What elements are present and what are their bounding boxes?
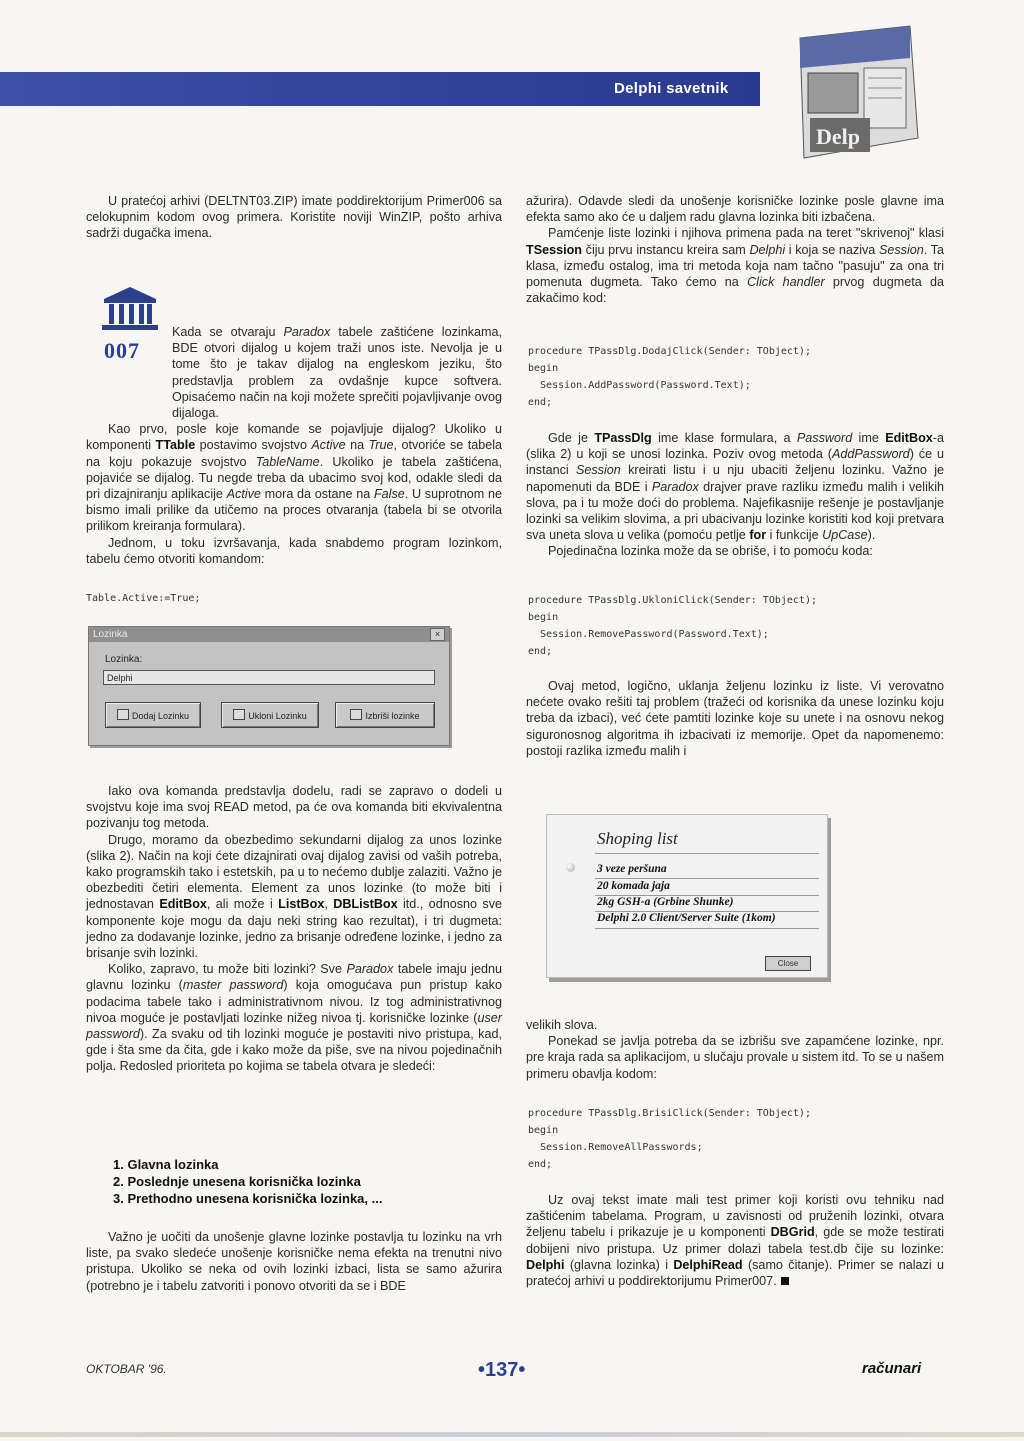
section-number: 007 xyxy=(104,338,140,363)
intro-paragraph: U pratećoj arhivi (DELTNT03.ZIP) imate poddirektorijum Primer006 sa celokupnim kodom ovog primera. Koristite noviji WinZIP, pošto arhiva sadrži dugačka imena. xyxy=(86,194,502,241)
magazine-logo: računari xyxy=(862,1360,922,1377)
remove-icon xyxy=(233,709,245,720)
clear-icon xyxy=(350,709,362,720)
list-item: Delphi 2.0 Client/Server Suite (1kom) xyxy=(597,912,776,924)
password-label: Lozinka: xyxy=(105,654,143,665)
section-title: Delphi savetnik xyxy=(614,80,729,97)
close-button[interactable]: Close xyxy=(765,956,811,971)
end-mark-icon xyxy=(781,1277,789,1285)
shopping-list-figure xyxy=(546,814,828,978)
list-item: 2. Poslednje unesena korisnička lozinka xyxy=(113,1174,361,1189)
right-body-3: Ovaj metod, logično, uklanja željenu lozinku iz liste. Vi verovatno nećete ovako rešiti taj problem (tražeći od korisnika da unese lozinku koju treba da izbaci), već ćete pamtiti lozinke koje su unete i na osnovu nekog siguronosnog algoritma ih izbacivati iz memorije. Opet da napomenemo: postoji razlika između malih i xyxy=(526,679,944,758)
right-body-5: Uz ovaj tekst imate mali test primer koji koristi ovu tehniku nad zaštićenim tabelama. Program, u zavisnosti od pruženih lozinki, otvara željenu tabelu i prikazuje je u komponenti DBGrid, gde se može testirati dobijeni nivo pristupa. Uz primer dolazi tabela test.db čije su lozinke: Delphi (glavna lozinka) i DelphiRead (samo čitanje). Primer se nalazi u pratećoj arhivi u poddirektorijumu Primer007. xyxy=(526,1193,944,1289)
delphi-box-illustration xyxy=(780,18,930,173)
password-input[interactable]: Delphi xyxy=(103,670,435,685)
list-item: 2kg GSH-a (Grbine Shunke) xyxy=(597,896,734,908)
priority-list xyxy=(113,1156,382,1207)
password-dialog xyxy=(88,626,450,746)
svg-text:Delp: Delp xyxy=(816,124,860,149)
list-item: 20 komada jaja xyxy=(597,880,670,892)
list-item: 3. Prethodno unesena korisnička lozinka, ... xyxy=(113,1191,383,1206)
code-remove-all-passwords: procedure TPassDlg.BrisiClick(Sender: TObject); begin Session.RemoveAllPasswords; end; xyxy=(528,1108,811,1170)
close-icon[interactable]: × xyxy=(430,628,445,641)
list-item: 3 veze peršuna xyxy=(597,863,667,875)
shopping-list-title: Shoping list xyxy=(597,829,678,848)
code-add-password: procedure TPassDlg.DodajClick(Sender: TObject); begin Session.AddPassword(Password.Text); end; xyxy=(528,346,811,408)
page-number: •137• xyxy=(478,1359,526,1381)
issue-date: OKTOBAR '96. xyxy=(86,1362,167,1376)
left-body-1: Kada se otvaraju Paradox tabele zaštićene lozinkama, BDE otvori dijalog u kojem traži unos iste. Nevolja je u tome što je takav dijalog na engleskom jeziku, što predstavlja problem za ovdašnje kupce softvera. Opisaćemo način na koji možete sprečiti pojavljivanje ovog dijaloga. Kao prvo, posle koje komande se pojavljuje dijalog? Ukoliko u komponenti TTable postavimo svojstvo Active na True, otvoriće se tabela na koju pokazuje svojstvo TableName. Ukoliko je tabela zaštićena, pojaviće se dijalog. Tu negde treba da ubacimo svoj kod, odakle sledi da pri dizajniranju aplikacije Active mora da ostane na False. U suprotnom ne bismo imali prilike da utičemo na proces otvaranja (tabela bi se otvorila prilikom kreiranja formulara). Jednom, u toku izvršavanja, kada snabdemo program lozinkom, tabelu ćemo otvoriti komandom: xyxy=(86,325,503,566)
dialog-title-bar: Lozinka × xyxy=(89,627,449,642)
bullet-icon xyxy=(566,863,575,872)
bottom-edge xyxy=(0,1432,1024,1437)
list-item: 1. Glavna lozinka xyxy=(113,1157,219,1172)
right-body-2: Gde je TPassDlg ime klase formulara, a Password ime EditBox-a (slika 2) u koji se unosi lozinka. Poziv ovog metoda (AddPassword) će u instanci Session kreirati listu i u nju ubaciti željenu lozinku. Važno je napomenuti da BDE i Paradox drajver prave razliku između malih i velikih slova, pa i tu može doći do problema. Najefikasnije rešenje je postavljanje lozinki sa velikim slovima, a pri ubacivanju lozinke koristiti kod koji pretvara sva uneta slova u velika (pomoću petlje for i funkcije UpCase). Pojedinačna lozinka može da se obriše, i to pomoću koda: xyxy=(526,431,945,559)
clear-passwords-button[interactable]: Izbriši lozinke xyxy=(335,702,435,728)
add-password-button[interactable]: Dodaj Lozinku xyxy=(105,702,201,728)
right-body-4: velikih slova. Ponekad se javlja potreba da se izbrišu sve zapamćene lozinke, npr. pre kraja rada sa aplikacijom, u slučaju provale u sistem itd. To se u našem primeru obavlja kodom: xyxy=(526,1018,944,1081)
code-table-active: Table.Active:=True; xyxy=(86,593,201,604)
code-remove-password: procedure TPassDlg.UkloniClick(Sender: TObject); begin Session.RemovePassword(Password.Text); end; xyxy=(528,595,817,657)
add-icon xyxy=(117,709,129,720)
left-body-2: Iako ova komanda predstavlja dodelu, radi se zapravo o dodeli u svojstvu koje ima svoj READ metod, pa će ova komanda biti ekvivalentna pozivanju tog metoda. Drugo, moramo da obezbedimo sekundarni dijalog za unos lozinke (slika 2). Način na koji ćete dizajnirati ovaj dijalog zavisi od vaših potreba, kako programskih tako i estetskih, pa u to nećemo dublje zalaziti. Važno je obezbediti četiri elementa. Element za unos lozinke (to može biti i jednostavan EditBox, ali može i ListBox, DBListBox itd., odnosno sve komponente koje mogu da daju neki string kao rezultat), i tri dugmeta: jedno za dodavanje lozinke, jedno za brisanje određene lozinke, i jedno za brisanje svih lozinki. Koliko, zapravo, tu može biti lozinki? Sve Paradox tabele imaju jednu glavnu lozinku (master password) koja omogućava pun pristup kako podacima tabele tako i administrativnom nivou. Iz tog administrativnog nivoa moguće je postavljati lozinke nižeg nivoa tj. korisničke lozinke (user password). Za svaku od tih lozinki moguće je postaviti nivo pristupa, kad, gde i šta sme da čita, gde i kako može da piše, sve na nivou pojedinačnih polja. Redosled prioriteta po kojima se tabela otvara je sledeći: xyxy=(86,784,502,1074)
remove-password-button[interactable]: Ukloni Lozinku xyxy=(221,702,319,728)
left-body-3: Važno je uočiti da unošenje glavne lozinke postavlja tu lozinku na vrh liste, pa svako sledeće unošenje korisničke nema efekta na trenutni nivo pristupa. Ukoliko se neka od ovih lozinki izbaci, lista se samo ažurira (potrebno je i tabelu zatvoriti i ponovo otvoriti da se i BDE xyxy=(86,1230,502,1293)
right-body-1: ažurira). Odavde sledi da unošenje korisničke lozinke posle glavne ima efekta samo ako će u daljem radu glavna lozinka biti izbačena. Pamćenje liste lozinki i njihova primena pada na teret "skrivenoj" klasi TSession čiju prvu instancu kreira sam Delphi i koja se naziva Session. Ta klasa, između ostalog, ima tri metoda koja nam tačno "pasuju" za ona tri pomenuta dugmeta. Tako ćemo na Click handler prvog dugmeta da zakačimo kod: xyxy=(526,194,944,306)
